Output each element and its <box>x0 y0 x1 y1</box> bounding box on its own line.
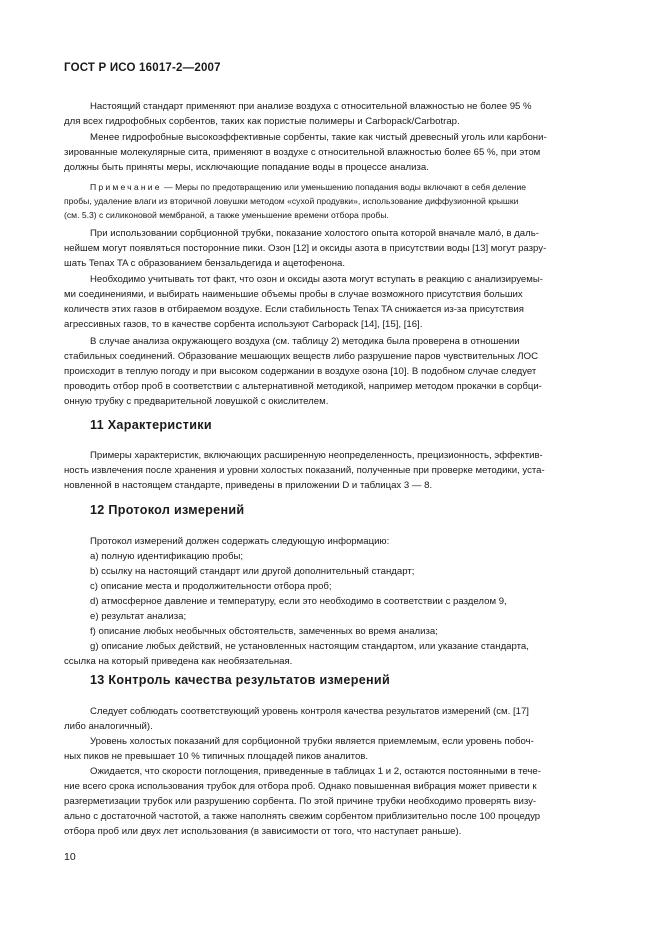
text-line: нейшем могут появляться посторонние пики. Озон [12] и оксиды азота в присутствии воды [13] могут разру- <box>64 243 547 254</box>
section-11-paragraph <box>64 448 599 493</box>
section-13-paragraph-2 <box>64 734 599 764</box>
text-line: для всех гидрофобных сорбентов, таких как пористые полимеры и Carbopack/Carbotrap. <box>64 116 460 127</box>
text-line: проводить отбор проб в соответствии с альтернативной методикой, например методом прокачки в сорбци- <box>64 381 542 392</box>
list-item: b) ссылку на настоящий стандарт или другой дополнительный стандарт; <box>90 566 415 577</box>
note-block <box>64 180 599 222</box>
intro-paragraph-1 <box>64 99 599 129</box>
text-line: разгерметизации трубок или разрушению сорбента. По этой причине трубки необходимо проверять визу- <box>64 796 537 807</box>
text-line: Примеры характеристик, включающих расширенную неопределенность, прецизионность, эффектив- <box>90 450 543 461</box>
text-line: происходит в теплую погоду и при высоком содержании в воздухе озона [10]. В подобном случае следует <box>64 366 537 377</box>
intro-paragraph-5 <box>64 334 599 409</box>
list-item: c) описание места и продолжительности отбора проб; <box>90 581 332 592</box>
text-line: Ожидается, что скорости поглощения, приведенные в таблицах 1 и 2, остаются постоянными в тече- <box>90 766 541 777</box>
text-line: шать Tenax TA с образованием бензальдегида и ацетофенона. <box>64 258 346 269</box>
text-line: отбора проб или двух лет использования (в зависимости от того, что наступает раньше). <box>64 826 462 837</box>
text-line: В случае анализа окружающего воздуха (см. таблицу 2) методика была проверена в отношении <box>90 336 520 347</box>
page-number: 10 <box>64 851 76 863</box>
list-item: а) полную идентификацию пробы; <box>90 551 244 562</box>
text-line: либо аналогичный). <box>64 721 153 732</box>
text-line: агрессивных газов, то в качестве сорбента используют Carbopack [14], [15], [16]. <box>64 319 423 330</box>
text-line: ных пиков не превышает 10 % типичных площадей пиков аналитов. <box>64 751 369 762</box>
text-line: онную трубку с предварительной ловушкой с окислителем. <box>64 396 329 407</box>
text-line: ми соединениями, и выбирать наименьшие объемы пробы в случае возможного присутствия больших <box>64 289 523 300</box>
text-line: (см. 5.3) с силиконовой мембраной, а также уменьшение времени отбора пробы. <box>64 210 389 220</box>
list-intro: Протокол измерений должен содержать следующую информацию: <box>90 536 390 547</box>
note-first-line <box>90 180 599 194</box>
text-line: ссылка на который приведена как необязательная. <box>64 656 293 667</box>
text-line: зированные молекулярные сита, применяют в воздухе с относительной влажностью более 65 %, при этом <box>64 147 541 158</box>
section-11-heading: 11 Характеристики <box>90 418 212 432</box>
section-13-heading: 13 Контроль качества результатов измерений <box>90 673 390 687</box>
text-line: ность извлечения после хранения и уровни холостых показаний, полученные при проверке методики, уста- <box>64 465 545 476</box>
list-item: d) атмосферное давление и температуру, если это необходимо в соответствии с разделом 9, <box>90 596 507 607</box>
list-item: g) описание любых действий, не установленных настоящим стандартом, или указание стандарта, <box>90 641 529 652</box>
text-line: стабильных соединений. Образование мешающих веществ либо разрушение паров чувствительных ЛОС <box>64 351 538 362</box>
section-12-list <box>64 534 599 669</box>
section-13-paragraph-1 <box>64 704 599 734</box>
text-line: Следует соблюдать соответствующий уровень контроля качества результатов измерений (см. [17] <box>90 706 529 717</box>
note-label: Примечание <box>90 182 162 192</box>
text-line: — Меры по предотвращению или уменьшению попадания воды включают в себя деление <box>161 182 527 192</box>
text-line: ально с достаточной частотой, а также наполнять свежим сорбентом приблизительно после 100 процедур <box>64 811 541 822</box>
list-item: f) описание любых необычных обстоятельств, замеченных во время анализа; <box>90 626 438 637</box>
list-item: е) результат анализа; <box>90 611 187 622</box>
text-line: должны быть приняты меры, исключающие попадание воды в процессе анализа. <box>64 162 429 173</box>
intro-paragraph-4 <box>64 272 599 332</box>
intro-paragraph-3 <box>64 226 599 271</box>
text-line: количеств этих газов в отбираемом воздухе. Если стабильность Tenax TA снижается из-за присутствия <box>64 304 524 315</box>
text-line: новленной в настоящем стандарте, приведены в приложении D и таблицах 3 — 8. <box>64 480 433 491</box>
text-line: пробы, удаление влаги из вторичной ловушки методом «сухой продувки», использование диффузионной крышки <box>64 196 519 206</box>
text-line: Необходимо учитывать тот факт, что озон и оксиды азота могут вступать в реакцию с анализируемы- <box>90 274 543 285</box>
standard-header: ГОСТ Р ИСО 16017-2—2007 <box>64 62 221 74</box>
text-line: Уровень холостых показаний для сорбционной трубки является приемлемым, если уровень побоч- <box>90 736 534 747</box>
text-line: Менее гидрофобные высокоэффективные сорбенты, такие как чистый древесный уголь или карбони- <box>90 132 547 143</box>
intro-paragraph-2 <box>64 130 599 175</box>
text-line: Настоящий стандарт применяют при анализе воздуха с относительной влажностью не более 95 % <box>90 101 532 112</box>
section-13-paragraph-3 <box>64 764 599 839</box>
text-line: При использовании сорбционной трубки, показание холостого опыта которой вначале мало́, в даль- <box>90 228 539 239</box>
section-12-heading: 12 Протокол измерений <box>90 503 245 517</box>
text-line: ние всего срока использования трубок для отбора проб. Однако повышенная вибрация может привести к <box>64 781 537 792</box>
